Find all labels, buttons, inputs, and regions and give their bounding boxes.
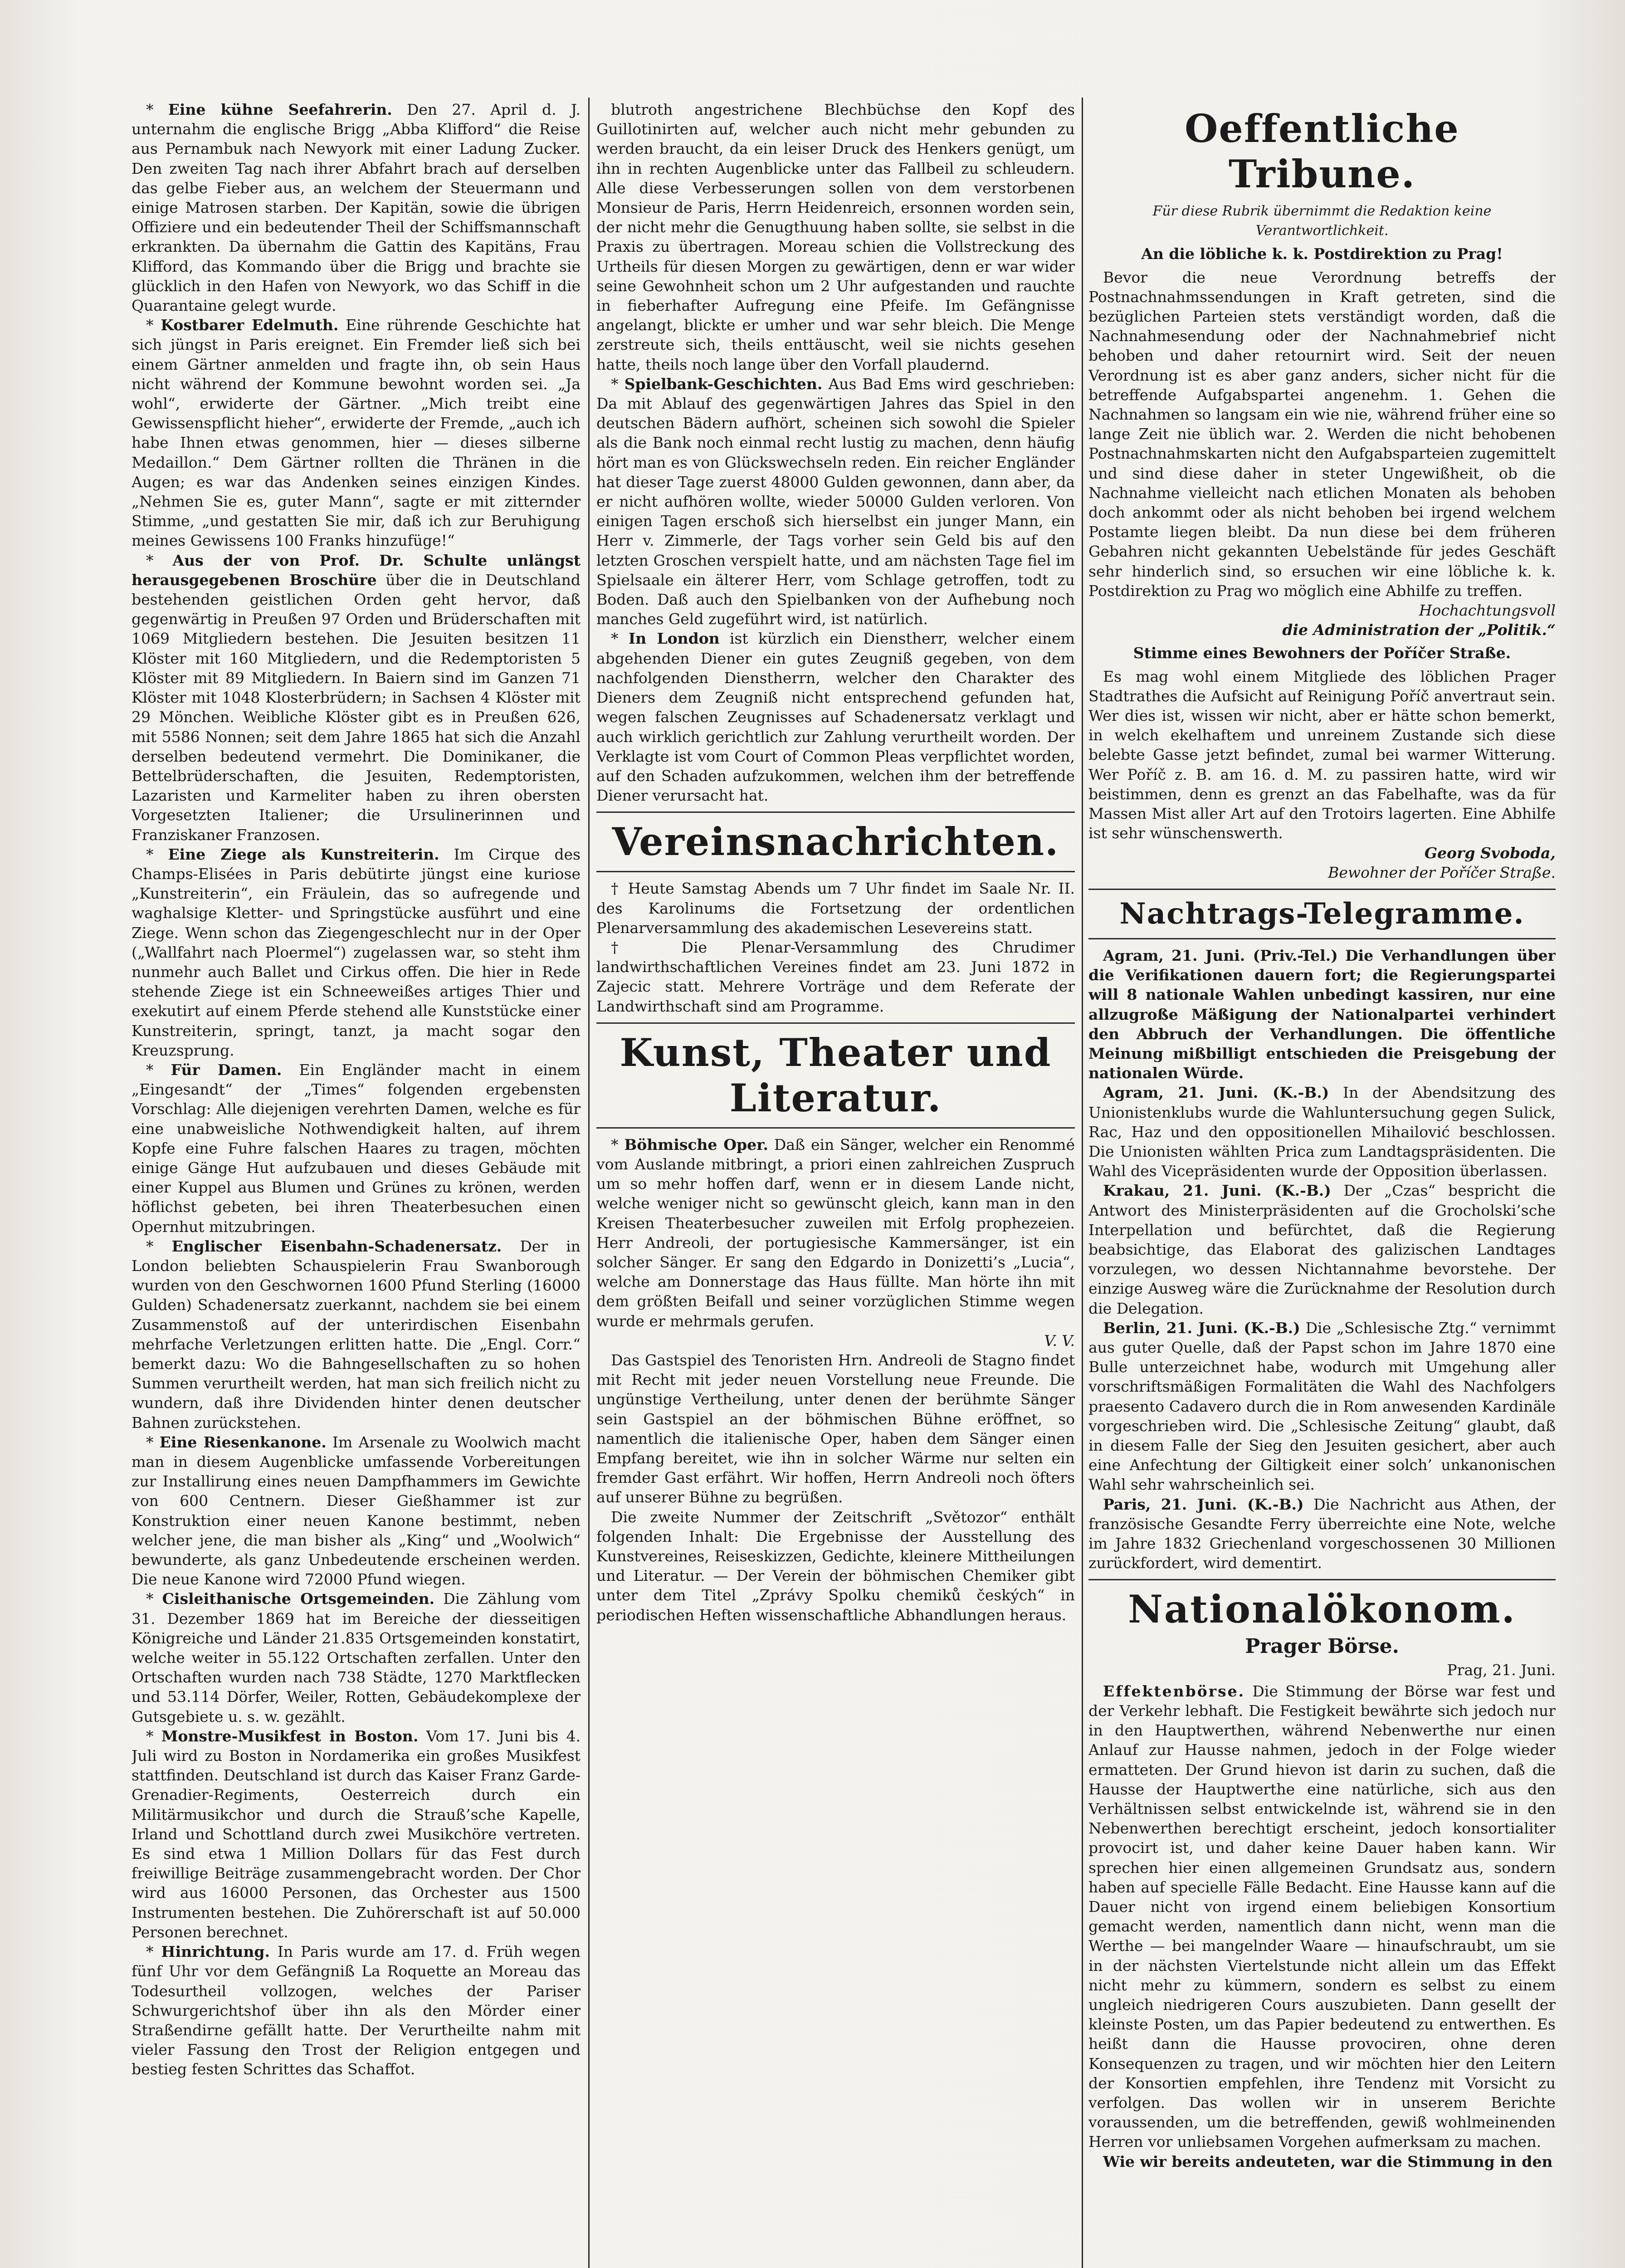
- article-oper: * Böhmische Oper. Daß ein Sänger, welcher ein Renommé vom Auslande mitbringt, a priori einen zahlreichen Zuspruch um so mehr hoffen darf, wenn er in diesem Lande nicht, welche weniger nicht so gewünscht gleich, kann man in den Kreisen Theaterbesucher zuweilen mit Erfolg prophezeien. Herr Andreoli, der portugiesische Kammersänger, ist ein solcher Sänger. Er sang den Edgardo in Donizetti’s „Lucia“, welche am Donnerstage das Haus füllte. Man hörte ihn mit dem größten Beifall und seiner vorzüglichen Stimme wegen wurde er mehrmals gerufen.: [596, 1135, 1075, 1330]
- article-seefahrerin: * Eine kühne Seefahrerin. Den 27. April d. J. unternahm die englische Brigg „Abba Klifford“ die Reise aus Pernambuk nach Newyork mit einer Ladung Zucker. Den zweiten Tag nach ihrer Abfahrt brach auf derselben das gelbe Fieber aus, an welchem der Steuermann und einige Matrosen starben. Der Kapitän, sowie die übrigen Offiziere und ein bedeutender Theil der Schiffsmannschaft erkrankten. Da übernahm die Gattin des Kapitäns, Frau Klifford, das Kommando über die Brigg und brachte sie glücklich in den Hafen von Newyork, wo das Schiff in die Quarantaine gelegt wurde.: [132, 101, 581, 315]
- article-text: ist kürzlich ein Dienstherr, welcher einem abgehenden Diener ein gutes Zeugniß gegeben, von dem nachfolgenden Dienstherrn, welcher den Charakter des Dieners dem Zeugniß nicht entsprechend gefunden hat, wegen falschen Zeugnisses auf Schadenersatz verklagt und auch wirklich gerichtlich zur Zahlung verurtheilt worden. Der Verklagte ist vom Court of Common Pleas verpflichtet worden, auf den Schaden aufzukommen, welchen ihm der betreffende Diener verursacht hat.: [596, 630, 1075, 805]
- article-lead: Eine kühne Seefahrerin.: [168, 101, 392, 118]
- article-lead: Für Damen.: [171, 1061, 282, 1079]
- article-text: Der in London beliebten Schauspielerin Frau Swanborough wurden von den Geschwornen 1600 Pfund Sterling (16000 Gulden) Schadenersatz zuerkannt, nachdem sie bei einem Zusammenstoß auf der unterirdischen Eisenbahn mehrfache Verletzungen erlitten hatte. Die „Engl. Corr.“ bemerkt dazu: Wo die Bahngesellschaften zu so hohen Summen verurtheilt werden, hat man sich freilich nicht zu wundern, daß ihre Dividenden hinter denen deutscher Bahnen zurückstehen.: [132, 1237, 581, 1432]
- letter-heading: An die löbliche k. k. Postdirektion zu Prag!: [1141, 245, 1503, 263]
- telegram-text: In der Abendsitzung des Unionistenklubs wurde die Wahluntersuchung gegen Sulick, Rac, Haz und den oppositionellen Mihailović beschlossen. Die Unionisten wählten Prica zum Landtagspräsidenten. Die Wahl des Vicepräsidenten wurde der Opposition überlassen.: [1088, 1084, 1556, 1180]
- section-title-tribune: Oeffentliche Tribune.: [1185, 106, 1459, 196]
- article-eisenbahn: * Englischer Eisenbahn-Schadenersatz. Der in London beliebten Schauspielerin Frau Swanborough wurden von den Geschwornen 1600 Pfund Sterling (16000 Gulden) Schadenersatz zuerkannt, nachdem sie bei einem Zusammenstoß auf der unterirdischen Eisenbahn mehrfache Verletzungen erlitten hatte. Die „Engl. Corr.“ bemerkt dazu: Wo die Bahngesellschaften zu so hohen Summen verurtheilt werden, hat man sich freilich nicht zu wundern, daß ihre Dividenden hinter denen deutscher Bahnen zurückstehen.: [132, 1237, 581, 1432]
- article-text: Im Cirque des Champs-Elisées in Paris debütirte jüngst eine kuriose „Kunstreiterin“, ein Fräulein, das so aufregende und waghalsige Kletter- und Springstücke ausführt und eine Ziege. Wenn schon das Ziegengeschlecht nur in der Oper („Wallfahrt nach Ploermel“) zugelassen war, so steht ihm nunmehr auch Ballet und Cirkus offen. Die hier in Rede stehende Ziege ist ein Schneeweißes artiges Thier und exekutirt auf einem Pferde stehend alle Kunststücke einer Kunstreiterin, springt, tanzt, ja macht sogar den Kreuzsprung.: [132, 845, 581, 1059]
- article-text: Den 27. April d. J. unternahm die englische Brigg „Abba Klifford“ die Reise aus Pernambuk nach Newyork mit einer Ladung Zucker. Den zweiten Tag nach ihrer Abfahrt brach auf derselben das gelbe Fieber aus, an welchem der Steuermann und einige Matrosen starben. Der Kapitän, sowie die übrigen Offiziere und ein bedeutender Theil der Schiffsmannschaft erkrankten. Da übernahm die Gattin des Kapitäns, Frau Klifford, das Kommando über die Brigg und brachte sie glücklich in den Hafen von Newyork, wo das Schiff in die Quarantaine gelegt wurde.: [132, 101, 581, 315]
- letter-signature: Georg Svoboda,: [1424, 844, 1556, 862]
- article-text: Daß ein Sänger, welcher ein Renommé vom Auslande mitbringt, a priori einen zahlreichen Zuspruch um so mehr hoffen darf, wenn er in diesem Lande nicht, welche weniger nicht so gewünscht gleich, kann man in den Kreisen Theaterbesucher zuweilen mit Erfolg prophezeien. Herr Andreoli, der portugiesische Kammersänger, ist ein solcher Sänger. Er sang den Edgardo in Donizetti’s „Lucia“, welche am Donnerstage das Haus füllte. Man hörte ihn mit dem größten Beifall und seiner vorzüglichen Stimme wegen wurde er mehrmals gerufen.: [596, 1135, 1075, 1330]
- letter-signature: die Administration der „Politik.“: [1282, 621, 1556, 639]
- boerse-report: [1088, 1681, 1556, 2152]
- article-edelmuth: * Kostbarer Edelmuth. Eine rührende Geschichte hat sich jüngst in Paris ereignet. Ein Fremder ließ sich bei einem Gärtner anmelden und fragte ihn, ob sein Haus nicht während der Kommune bewohnt worden sei. „Ja wohl“, erwiderte der Gärtner. „Mich treibt eine Gewissenspflicht hieher“, erwiderte der Fremde, „auch ich habe Ihnen etwas genommen, hier — dieses silberne Medaillon.“ Dem Gärtner rollten die Thränen in die Augen; es war das Andenken seines einzigen Kindes. „Nehmen Sie es, guter Mann“, sagte er mit zitternder Stimme, „und gestatten Sie mir, daß ich zur Beruhigung meines Gewissens 100 Franks hinzufüge!“: [132, 316, 581, 550]
- telegram-lead: Paris, 21. Juni. (K.-B.): [1103, 1495, 1304, 1513]
- article-lead: Spielbank-Geschichten.: [624, 375, 823, 393]
- article-lead: Kostbarer Edelmuth.: [161, 316, 339, 334]
- section-title-kunst: Kunst, Theater und Literatur.: [620, 1030, 1052, 1120]
- telegram-lead: Berlin, 21. Juni. (K.-B.): [1103, 1319, 1300, 1337]
- article-kanone: * Eine Riesenkanone. Im Arsenale zu Woolwich macht man in diesem Augenblicke umfassende Vorbereitungen zur Installirung eines neuen Dampfhammers im Gewichte von 600 Centnern. Dieser Gießhammer ist zur Konstruktion einer neuen Kanone bestimmt, neben welcher jene, die man bisher als „King“ und „Woolwich“ bewunderte, als ganz Unbedeutende erscheinen werden. Die neue Kanone wird 72000 Pfund wiegen.: [132, 1433, 581, 1589]
- article-text: In Paris wurde am 17. d. Früh wegen fünf Uhr vor dem Gefängniß La Roquette an Moreau das Todesurtheil vollzogen, welches der Pariser Schwurgerichtshof über ihn als den Mörder einer Straßendirne gefällt hatte. Der Verurtheilte nahm mit vieler Fassung den Trost der Religion entgegen und bestieg festen Schrittes das Schaffot.: [132, 1943, 581, 2078]
- telegram-lead: Agram, 21. Juni. (K.-B.): [1103, 1084, 1329, 1102]
- boerse-lead: Effektenbörse.: [1103, 1682, 1245, 1700]
- article-text: Die Zählung vom 31. Dezember 1869 hat im Bereiche der diesseitigen Königreiche und Länder 21.835 Ortsgemeinden konstatirt, welche weiter in 55.122 Ortschaften zerfallen. Unter den Ortschaften wurden nach 738 Städte, 1270 Marktflecken und 53.114 Dörfer, Weiler, Rotten, Gebäudekomplexe der Gutsgebiete u. s. w. gezählt.: [132, 1590, 581, 1725]
- telegram: [1088, 1083, 1556, 1181]
- article-lead: Eine Riesenkanone.: [159, 1433, 327, 1451]
- section-title-vereinsnachrichten: Vereinsnachrichten.: [612, 819, 1059, 865]
- dateline: Prag, 21. Juni.: [1447, 1661, 1556, 1679]
- article-lead: In London: [628, 630, 720, 648]
- section-divider: [1088, 938, 1556, 939]
- article-ortsgemeinden: * Cisleithanische Ortsgemeinden. Die Zählung vom 31. Dezember 1869 hat im Bereiche der diesseitigen Königreiche und Länder 21.835 Ortsgemeinden konstatirt, welche weiter in 55.122 Ortschaften zerfallen. Unter den Ortschaften wurden nach 738 Städte, 1270 Marktflecken und 53.114 Dörfer, Weiler, Rotten, Gebäudekomplexe der Gutsgebiete u. s. w. gezählt.: [132, 1590, 581, 1725]
- article-text: Aus Bad Ems wird geschrieben: Da mit Ablauf des gegenwärtigen Jahres das Spiel in den deutschen Bädern aufhört, scheinen sich sowohl die Spieler als die Bank noch einmal recht lustig zu machen, denn häufig hört man es von Glückswechseln reden. Ein reicher Engländer hat dieser Tage zuerst 48000 Gulden gewonnen, dann aber, da er nicht aufhören wollte, wieder 50000 Gulden verloren. Von einigen Tagen erschoß sich hierselbst ein junger Mann, ein Herr v. Zimmerle, der Tags vorher sein Geld bis auf den letzten Groschen verspielt hatte, und am nächsten Tage fiel im Spielsaale ein älterer Herr, vom Schlage getroffen, todt zu Boden. Daß auch den Spielbanken von der Aufhebung noch manches Geld zugeführt wird, ist natürlich.: [596, 375, 1075, 628]
- article-orden: * Aus der von Prof. Dr. Schulte unlängst herausgegebenen Broschüre über die in Deutschland bestehenden geistlichen Orden geht hervor, daß gegenwärtig in Preußen 97 Orden und Brüderschaften mit 1069 Mitgliedern bestehen. Die Jesuiten besitzen 11 Klöster mit 160 Mitgliedern, und die Redemptoristen 5 Klöster mit 89 Mitgliedern. In Baiern sind im Ganzen 71 Klöster mit 1048 Klosterbrüdern; in Sachsen 4 Klöster mit 29 Mönchen. Weibliche Klöster gibt es in Preußen 626, mit 5586 Nonnen; seit dem Jahre 1865 hat sich die Anzahl derselben bedeutend vermehrt. Die Dominikaner, die Bettelbrüderschaften, die Jesuiten, Redemptoristen, Lazaristen und Karmeliter haben zu ihren obersten Vorgesetzten Italiener; die Ursulinerinnen und Franziskaner Franzosen.: [132, 551, 581, 844]
- section-divider: [596, 871, 1075, 872]
- section-title-telegramme: Nachtrags-Telegramme.: [1119, 896, 1525, 931]
- subsection-title-boerse: Prager Börse.: [1245, 1635, 1399, 1658]
- telegram-text: Die Nachricht aus Athen, der französische Gesandte Ferry überreichte eine Note, welche im Jahre 1832 Griechenland vorgeschossenen 30 Millionen zurückfordert, wird dementirt.: [1088, 1495, 1556, 1572]
- telegram: [1088, 1181, 1556, 1318]
- letter-text: Es mag wohl einem Mitgliede des löblichen Prager Stadtrathes die Aufsicht auf Reinigung Poříč anvertraut sein. Wer dies ist, wissen wir nicht, aber er hätte schon bemerkt, in welch ekelhaftem und unreinem Zustande sich diese belebte Gasse jetzt befindet, zumal bei warmer Witterung. Wer Poříč z. B. am 16. d. M. zu passiren hatte, wird wir beistimmen, denn es grenzt an das Fabelhafte, was da für Massen Mist aller Art auf den Trotoirs lagerten. Eine Abhilfe ist sehr wünschenswerth.: [1088, 667, 1556, 842]
- article-lead: Cisleithanische Ortsgemeinden.: [162, 1590, 435, 1608]
- article-damen: * Für Damen. Ein Engländer macht in einem „Eingesandt“ der „Times“ folgenden ergebensten Vorschlag: Alle diejenigen verehrten Damen, welche es für eine unabweisliche Nothwendigkeit halten, auf ihrem Kopfe eine Fuhre falschen Haares zu tragen, möchten einige Gänge Hut aufzubauen und dieses Gebäude mit einer Kuppel aus Blumen und Grünes zu krönen, werden höflichst gebeten, bei ihren Theaterbesuchen einen Opernhut mitzubringen.: [132, 1061, 581, 1236]
- article-spielbank: * Spielbank-Geschichten. Aus Bad Ems wird geschrieben: Da mit Ablauf des gegenwärtigen Jahres das Spiel in den deutschen Bädern aufhört, scheinen sich sowohl die Spieler als die Bank noch einmal recht lustig zu machen, denn häufig hört man es von Glückswechseln reden. Ein reicher Engländer hat dieser Tage zuerst 48000 Gulden gewonnen, dann aber, da er nicht aufhören wollte, wieder 50000 Gulden verloren. Von einigen Tagen erschoß sich hierselbst ein junger Mann, ein Herr v. Zimmerle, der Tags vorher sein Geld bis auf den letzten Groschen verspielt hatte, und am nächsten Tage fiel im Spielsaale ein älterer Herr, vom Schlage getroffen, todt zu Boden. Daß auch den Spielbanken von der Aufhebung noch manches Geld zugeführt wird, ist natürlich.: [596, 375, 1075, 628]
- letter-closing: Hochachtungsvoll: [1419, 601, 1556, 620]
- vereins-item: † Heute Samstag Abends um 7 Uhr findet im Saale Nr. II. des Karolinums die Fortsetzung der ordentlichen Plenarversammlung des akademischen Lesevereins statt.: [596, 880, 1075, 937]
- article-hinrichtung: * Hinrichtung. In Paris wurde am 17. d. Früh wegen fünf Uhr vor dem Gefängniß La Roquette an Moreau das Todesurtheil vollzogen, welches der Pariser Schwurgerichtshof über ihn als den Mörder einer Straßendirne gefällt hatte. Der Verurtheilte nahm mit vieler Fassung den Trost der Religion entgegen und bestieg festen Schrittes das Schaffot.: [132, 1943, 581, 2078]
- letter-heading: Stimme eines Bewohners der Poříčer Straße.: [1133, 644, 1511, 662]
- section-divider: [1088, 1579, 1556, 1580]
- article-lead: Monstre-Musikfest in Boston.: [161, 1727, 419, 1745]
- article-lead: Böhmische Oper.: [624, 1135, 768, 1154]
- article-musikfest: * Monstre-Musikfest in Boston. Vom 17. Juni bis 4. Juli wird zu Boston in Nordamerika ein großes Musikfest stattfinden. Deutschland ist durch das Kaiser Franz Garde-Grenadier-Regiments, Oesterreich durch ein Militärmusikchor und durch die Strauß’sche Kapelle, Irland und Schottland durch zwei Musikchöre vertreten. Es sind etwa 1 Million Dollars für das Fest durch freiwillige Beiträge zusammengebracht worden. Der Chor wird aus 16000 Personen, das Orchester aus 1500 Instrumenten bestehen. Die Zuhörerschaft ist auf 50.000 Personen berechnet.: [132, 1727, 581, 1941]
- telegram-text: Die Verhandlungen über die Verifikationen dauern fort; die Regierungspartei will 8 nationale Wahlen unbedingt kassiren, nur eine allzugroße Mäßigung der Nationalpartei verhindert den Abbruch der Verhandlungen. Die öffentliche Meinung mißbilligt entschieden die Preisgebung der nationalen Würde.: [1088, 946, 1556, 1082]
- article-text: Im Arsenale zu Woolwich macht man in diesem Augenblicke umfassende Vorbereitungen zur Installirung eines neuen Dampfhammers im Gewichte von 600 Centnern. Dieser Gießhammer ist zur Konstruktion einer neuen Kanone bestimmt, neben welcher jene, die man bisher als „King“ und „Woolwich“ bewunderte, als ganz Unbedeutende erscheinen werden. Die neue Kanone wird 72000 Pfund wiegen.: [132, 1433, 581, 1589]
- article-london: * In London ist kürzlich ein Dienstherr, welcher einem abgehenden Diener ein gutes Zeugniß gegeben, von dem nachfolgenden Dienstherrn, welcher den Charakter des Dieners dem Zeugniß nicht entsprechend gefunden hat, wegen falschen Zeugnisses auf Schadenersatz verklagt und auch wirklich gerichtlich zur Zahlung verurtheilt worden. Der Verklagte ist vom Court of Common Pleas verpflichtet worden, auf den Schaden aufzukommen, welchen ihm der betreffende Diener verursacht hat.: [596, 630, 1075, 805]
- article-text: Ein Engländer macht in einem „Eingesandt“ der „Times“ folgenden ergebensten Vorschlag: Alle diejenigen verehrten Damen, welche es für eine unabweisliche Nothwendigkeit halten, auf ihrem Kopfe eine Fuhre falschen Haares zu tragen, möchten einige Gänge Hut aufzubauen und dieses Gebäude mit einer Kuppel aus Blumen und Grünes zu krönen, werden höflichst gebeten, bei ihren Theaterbesuchen einen Opernhut mitzubringen.: [132, 1061, 581, 1236]
- boerse-text: Die Stimmung der Börse war fest und der Verkehr lebhaft. Die Festigkeit bewährte sich jedoch nur in den Hauptwerthen, während Nebenwerthe nur einen Anlauf zur Hausse nahmen, jedoch in der Folge wieder ermatteten. Der Grund hievon ist darin zu suchen, daß die Hausse der Hauptwerthe eine natürliche, sich aus den Verhältnissen selbst entwickelnde ist, während sie in den Nebenwerthen berechtigt erscheint, jedoch konsortialiter provocirt ist, und daher keine Dauer haben kann. Wir sprechen hier einen allgemeinen Grundsatz aus, sondern haben auf specielle Fälle Bedacht. Eine Hausse kann auf die Dauer nicht von irgend einem beliebigen Konsortium gemacht werden, namentlich dann nicht, wenn man die Werthe — bei mangelnder Waare — hinaufschraubt, um sie in der nächsten Viertelstunde nicht allein um das Effekt nicht mehr zu kümmern, sondern es selbst zu einem ungleich niedrigeren Cours auszubieten. Dann gesellt der kleinste Posten, um das Papier bedeutend zu entwerthen. Es heißt dann die Hausse provociren, ohne deren Konsequenzen zu tragen, und wir möchten hier den Leitern der Konsortien empfehlen, ihre Tendenz mit Vorsicht zu verfolgen. Das wollen wir in unserem Berichte voraussenden, um die betreffenden, gewiß wohlmeinenden Herren vor unliebsamen Vorgehen aufmerksam zu machen.: [1088, 1682, 1556, 2151]
- column-1: [132, 100, 581, 2079]
- section-disclaimer: Für diese Rubrik übernimmt die Redaktion keine Verantwortlichkeit.: [1152, 203, 1492, 239]
- column-rule-1: [588, 98, 590, 2268]
- article-lead: Hinrichtung.: [161, 1943, 270, 1961]
- section-divider: [596, 1127, 1075, 1129]
- telegram-lead: Agram, 21. Juni. (Priv.-Tel.): [1103, 946, 1338, 964]
- telegram-text: Die „Schlesische Ztg.“ vernimmt aus guter Quelle, daß der Papst schon im Jahre 1870 eine Bulle unterzeichnet habe, wodurch mit Umgehung aller vorschriftsmäßigen Formalitäten die Wahl des Nachfolgers praesento Cadavero durch die in Rom anwesenden Kardinäle vorgeschrieben wird. Die „Schlesische Zeitung“ glaubt, daß in diesem Falle der Sieg den Jesuiten gesichert, aber auch eine Anfechtung der Giltigkeit einer solch’ unkanonischen Wahl sehr wahrscheinlich sei.: [1088, 1319, 1556, 1494]
- section-divider: [596, 1022, 1075, 1024]
- letter-text: Bevor die neue Verordnung betreffs der Postnachnahmssendungen in Kraft getreten, sind die bezüglichen Parteien stets verständigt worden, daß die Nachnahmesendung oder der Nachnahmebrief nicht behoben und daher retournirt wird. Seit der neuen Verordnung ist es aber ganz anders, sicher nicht für die betreffende Aufgabspartei angenehm. 1. Gehen die Nachnahmen so langsam ein wie nie, während früher eine so lange Zeit nie üblich war. 2. Werden die nicht behobenen Postnachnahmskarten nicht den Aufgabsparteien zugemittelt und sind diese daher in steter Ungewißheit, ob die Nachnahme vielleicht nach etlichen Monaten als behoben doch ankommt oder als nicht behoben bei irgend welchem Postamte liegen bleibt. Da nun diese bei dem früheren Gebahren nicht gekannten Uebelstände für jedes Geschäft sehr hinderlich sind, so ersuchen wir eine löbliche k. k. Postdirektion zu Prag wo möglich eine Abhilfe zu treffen.: [1088, 268, 1556, 600]
- column-3: [1088, 100, 1556, 2171]
- section-title-nationaloekonom: Nationalökonom.: [1128, 1587, 1516, 1632]
- column-2: [596, 100, 1075, 1625]
- letter-signature-note: Bewohner der Poříčer Straße.: [1328, 863, 1556, 881]
- vereins-item: † Die Plenar-Versammlung des Chrudimer landwirthschaftlichen Vereines findet am 23. Juni 1872 in Zajecic statt. Mehrere Vorträge und dem Referate der Landwirthschaft sind am Programme.: [596, 938, 1075, 1015]
- article-signature: V. V.: [1044, 1331, 1075, 1349]
- article-lead: Eine Ziege als Kunstreiterin.: [168, 845, 439, 863]
- boerse-report-continued: Wie wir bereits andeuteten, war die Stimmung in den: [1103, 2152, 1553, 2170]
- telegram: [1088, 1318, 1556, 1495]
- article-lead: Englischer Eisenbahn-Schadenersatz.: [171, 1237, 502, 1255]
- telegram: [1088, 946, 1556, 1083]
- article-text: über die in Deutschland bestehenden geistlichen Orden geht hervor, daß gegenwärtig in Preußen 97 Orden und Brüderschaften mit 1069 Mitgliedern bestehen. Die Jesuiten besitzen 11 Klöster mit 160 Mitgliedern, und die Redemptoristen 5 Klöster mit 89 Mitgliedern. In Baiern sind im Ganzen 71 Klöster mit 1048 Klosterbrüdern; in Sachsen 4 Klöster mit 29 Mönchen. Weibliche Klöster gibt es in Preußen 626, mit 5586 Nonnen; seit dem Jahre 1865 hat sich die Anzahl derselben bedeutend vermehrt. Die Dominikaner, die Bettelbrüderschaften, die Jesuiten, Redemptoristen, Lazaristen und Karmeliter haben zu ihren obersten Vorgesetzten Italiener; die Ursulinerinnen und Franziskaner Franzosen.: [132, 571, 581, 844]
- column-rule-2: [1082, 98, 1083, 2268]
- article-lead: Aus der von Prof. Dr. Schulte unlängst herausgegebenen Broschüre: [132, 551, 581, 589]
- article-text: Vom 17. Juni bis 4. Juli wird zu Boston in Nordamerika ein großes Musikfest stattfinden. Deutschland ist durch das Kaiser Franz Garde-Grenadier-Regiments, Oesterreich durch ein Militärmusikchor und durch die Strauß’sche Kapelle, Irland und Schottland durch zwei Musikchöre vertreten. Es sind etwa 1 Million Dollars für das Fest durch freiwillige Beiträge zusammengebracht worden. Der Chor wird aus 16000 Personen, das Orchester aus 1500 Instrumenten bestehen. Die Zuhörerschaft ist auf 50.000 Personen berechnet.: [132, 1727, 581, 1941]
- article-gastspiel: Das Gastspiel des Tenoristen Hrn. Andreoli de Stagno findet mit Recht mit jeder neuen Vorstellung neue Freunde. Die ungünstige Vertheilung, unter denen der berühmte Sänger sein Gastspiel an der böhmischen Bühne eröffnet, so namentlich die italienische Oper, haben dem Sänger einen Empfang bereitet, wie ihn in solcher Wärme nur selten ein fremder Gast erfährt. Wir hoffen, Herrn Andreoli noch öfters auf unserer Bühne zu begrüßen.: [596, 1351, 1075, 1506]
- telegram-lead: Krakau, 21. Juni. (K.-B.): [1103, 1182, 1331, 1200]
- article-ziege: * Eine Ziege als Kunstreiterin. Im Cirque des Champs-Elisées in Paris debütirte jüngst eine kuriose „Kunstreiterin“, ein Fräulein, das so aufregende und waghalsige Kletter- und Springstücke ausführt und eine Ziege. Wenn schon das Ziegengeschlecht nur in der Oper („Wallfahrt nach Ploermel“) zugelassen war, so steht ihm nunmehr auch Ballet und Cirkus offen. Die hier in Rede stehende Ziege ist ein Schneeweißes artiges Thier und exekutirt auf einem Pferde stehend alle Kunststücke einer Kunstreiterin, springt, tanzt, ja macht sogar den Kreuzsprung.: [132, 845, 581, 1059]
- article-text: Eine rührende Geschichte hat sich jüngst in Paris ereignet. Ein Fremder ließ sich bei einem Gärtner anmelden und fragte ihn, ob sein Haus nicht während der Kommune bewohnt worden sei. „Ja wohl“, erwiderte der Gärtner. „Mich treibt eine Gewissenspflicht hieher“, erwiderte der Fremde, „auch ich habe Ihnen etwas genommen, hier — dieses silberne Medaillon.“ Dem Gärtner rollten die Thränen in die Augen; es war das Andenken seines einzigen Kindes. „Nehmen Sie es, guter Mann“, sagte er mit zitternder Stimme, „und gestatten Sie mir, daß ich zur Beruhigung meines Gewissens 100 Franks hinzufüge!“: [132, 316, 581, 550]
- telegram: [1088, 1495, 1556, 1573]
- section-divider: [596, 811, 1075, 813]
- article-zeitschrift: Die zweite Nummer der Zeitschrift „Světozor“ enthält folgenden Inhalt: Die Ergebnisse der Ausstellung des Kunstvereines, Reiseskizzen, Gedichte, kleinere Mittheilungen und Literatur. — Der Verein der böhmischen Chemiker gibt unter dem Titel „Zprávy Spolku chemiků českých“ in periodischen Heften wissenschaftliche Abhandlungen heraus.: [596, 1508, 1075, 1624]
- article-continued: blutroth angestrichene Blechbüchse den Kopf des Guillotinirten auf, welcher auch nicht mehr gebunden zu werden braucht, da ein leiser Druck des Henkers genügt, um ihn in rechten Augenblicke unter das Fallbeil zu schleudern. Alle diese Verbesserungen sollen von dem verstorbenen Monsieur de Paris, Herrn Heidenreich, ersonnen worden sein, der nicht mehr die Genugthuung haben sollte, sie selbst in die Praxis zu übertragen. Moreau schien die Vollstreckung des Urtheils für diesen Morgen zu gewärtigen, denn er war wider seine Gewohnheit schon um 2 Uhr aufgestanden und rauchte in fieberhafter Aufregung eine Pfeife. Im Gefängnisse angelangt, blickte er umher und war sehr bleich. Die Menge zerstreute sich, theils enttäuscht, weil sie nichts gesehen hatte, theils noch lange über den Vorfall plaudernd.: [596, 101, 1075, 373]
- telegram-text: Der „Czas“ bespricht die Antwort des Ministerpräsidenten auf die Grocholski’sche Interpellation und befürchtet, daß die Regierung beabsichtige, das Elaborat des galizischen Landtages vorzulegen, wo dessen Nichtannahme bevorstehe. Der einzige Ausweg wäre die Zurücknahme der Resolution durch die Delegation.: [1088, 1182, 1556, 1317]
- section-divider: [1088, 889, 1556, 890]
